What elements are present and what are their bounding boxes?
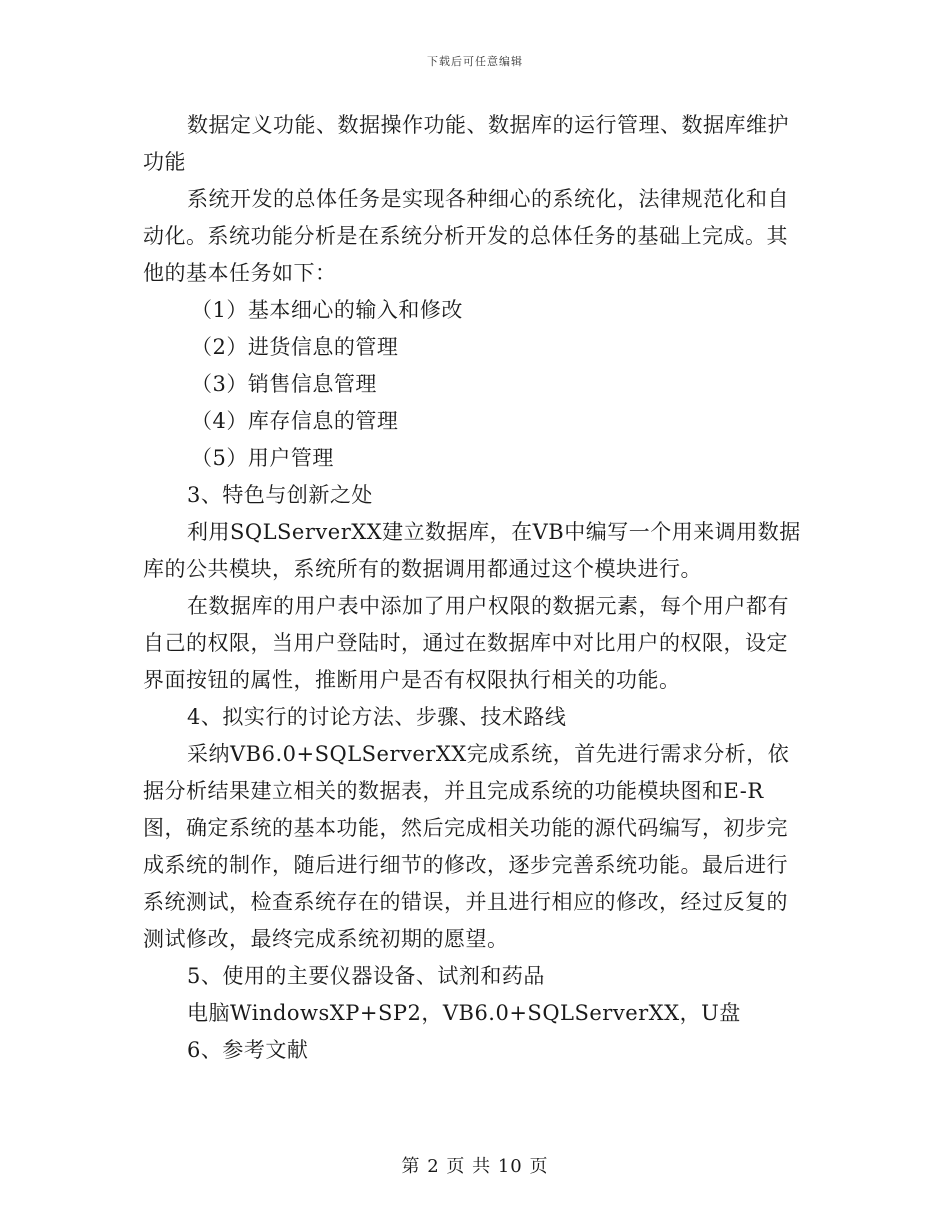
page-header: 下载后可任意编辑 xyxy=(427,55,523,68)
list-item: （3）销售信息管理 xyxy=(191,372,377,396)
section-heading-3: 3、特色与创新之处 xyxy=(187,483,373,507)
list-item: （2）进货信息的管理 xyxy=(191,335,399,359)
section-heading-4: 4、拟实行的讨论方法、步骤、技术路线 xyxy=(187,705,567,729)
section-heading-6: 6、参考文献 xyxy=(187,1038,309,1062)
paragraph-permissions: 在数据库的用户表中添加了用户权限的数据元素，每个用户都有自己的权限，当用户登陆时，通过在数据库中对比用户的权限，设定界面按钮的属性，推断用户是否有权限执行相关的功能。 xyxy=(143,594,789,692)
list-item: （1）基本细心的输入和修改 xyxy=(191,298,463,322)
paragraph-system-tasks: 系统开发的总体任务是实现各种细心的系统化，法律规范化和自动化。系统功能分析是在系统分析开发的总体任务的基础上完成。其他的基本任务如下： xyxy=(143,187,789,285)
paragraph-equipment: 电脑WindowsXP+SP2，VB6.0+SQLServerXX，U盘 xyxy=(187,1001,741,1025)
paragraph-dbms-functions: 数据定义功能、数据操作功能、数据库的运行管理、数据库维护功能 xyxy=(143,113,789,174)
document-body xyxy=(143,107,803,1069)
paragraph-method: 采纳VB6.0+SQLServerXX完成系统，首先进行需求分析，依据分析结果建立相关的数据表，并且完成系统的功能模块图和E-R图，确定系统的基本功能，然后完成相关功能的源代码编写，初步完成系统的制作，随后进行细节的修改，逐步完善系统功能。最后进行系统测试，检查系统存在的错误，并且进行相应的修改，经过反复的测试修改，最终完成系统初期的愿望。 xyxy=(143,742,790,951)
section-heading-5: 5、使用的主要仪器设备、试剂和药品 xyxy=(187,964,545,988)
list-item: （4）库存信息的管理 xyxy=(191,409,399,433)
paragraph-sqlserver: 利用SQLServerXX建立数据库，在VB中编写一个用来调用数据库的公共模块，系统所有的数据调用都通过这个模块进行。 xyxy=(143,520,801,581)
page-number: 第 2 页 共 10 页 xyxy=(401,1156,549,1177)
list-item: （5）用户管理 xyxy=(191,446,334,470)
